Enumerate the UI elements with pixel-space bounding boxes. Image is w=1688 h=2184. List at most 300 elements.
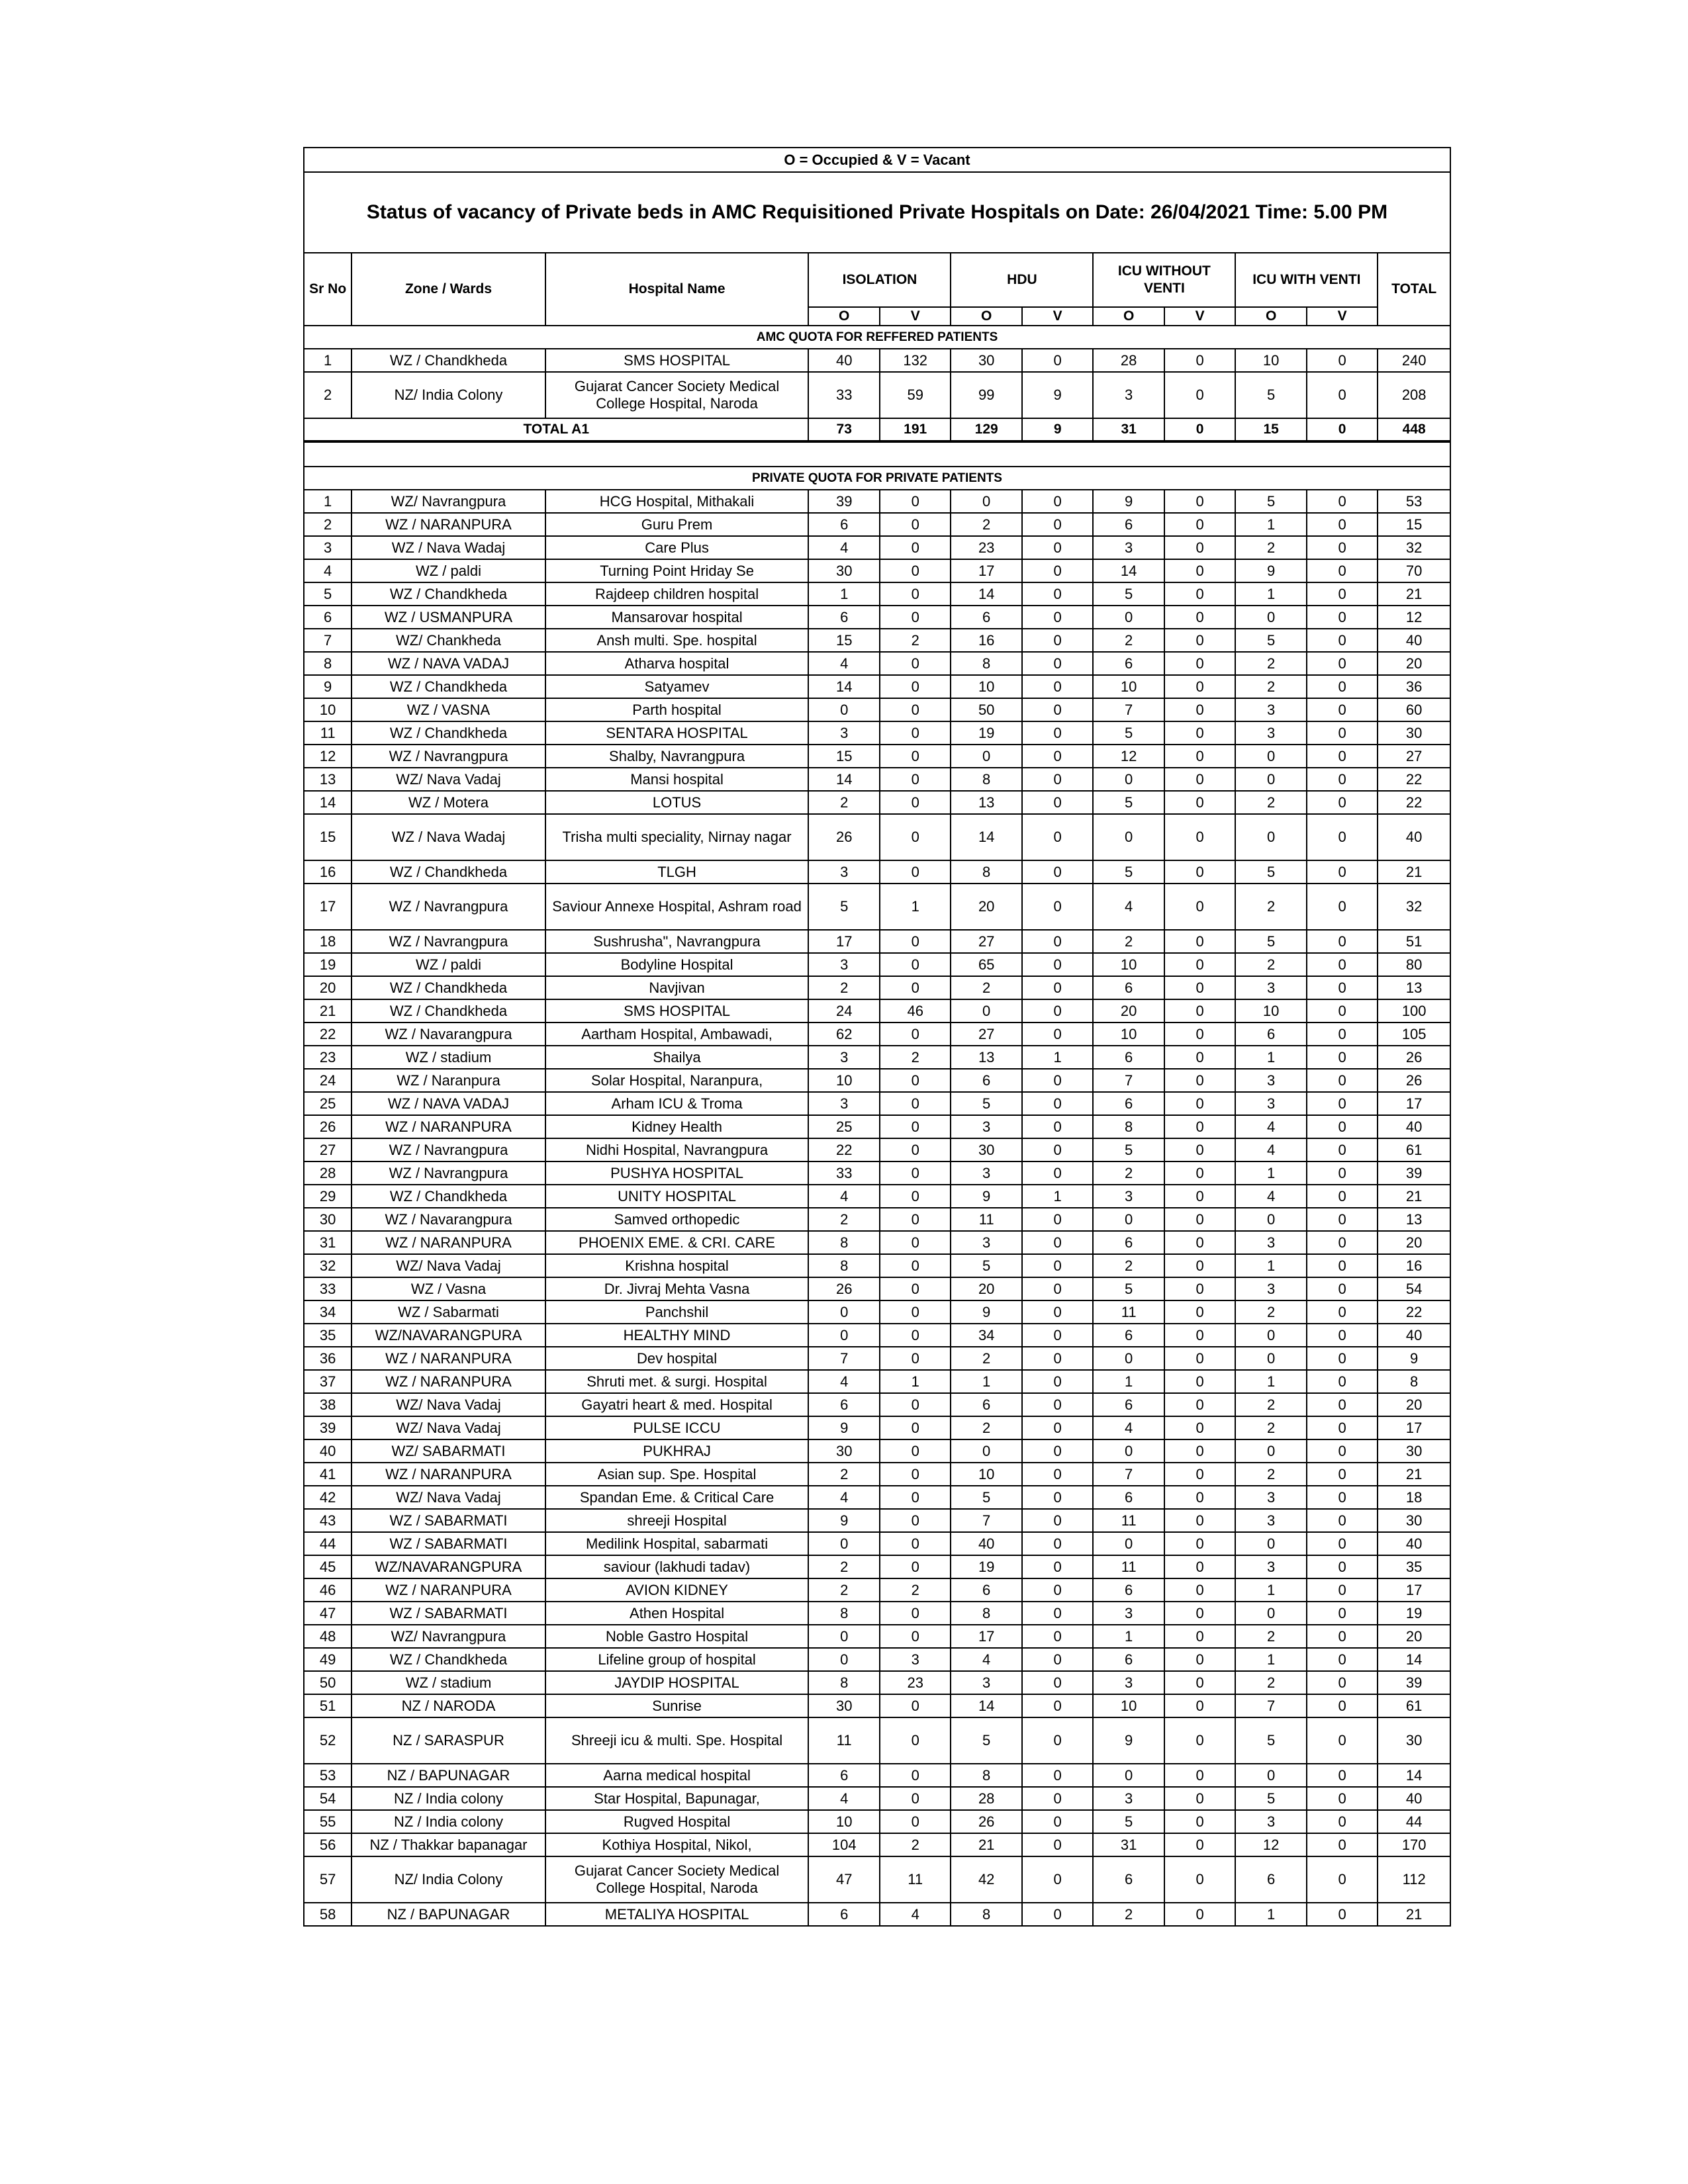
cell-zone: WZ/ Nava Vadaj — [352, 768, 545, 791]
total-row — [304, 418, 1450, 441]
cell-sr-no: 53 — [304, 1764, 352, 1787]
cell-isolation-o: 3 — [808, 953, 879, 976]
cell-icu-without-o: 7 — [1093, 1069, 1164, 1092]
cell-hospital: saviour (lakhudi tadav) — [545, 1555, 809, 1578]
cell-hdu-o: 2 — [951, 1416, 1021, 1439]
cell-isolation-o: 4 — [808, 1370, 879, 1393]
cell-hospital: Shruti met. & surgi. Hospital — [545, 1370, 809, 1393]
cell-icu-with-v: 0 — [1307, 698, 1378, 721]
cell-icu-with-v: 0 — [1307, 1694, 1378, 1717]
cell-icu-with-v: 0 — [1307, 721, 1378, 745]
cell-sr-no: 40 — [304, 1439, 352, 1463]
cell-hdu-v: 0 — [1022, 1277, 1093, 1300]
cell-icu-without-o: 6 — [1093, 1324, 1164, 1347]
cell-icu-without-v: 0 — [1164, 1115, 1235, 1138]
cell-icu-with-v: 0 — [1307, 930, 1378, 953]
cell-total: 22 — [1378, 1300, 1450, 1324]
cell-isolation-v: 0 — [880, 1810, 951, 1833]
cell-hdu-o: 19 — [951, 721, 1021, 745]
cell-total: 14 — [1378, 1648, 1450, 1671]
table-row — [304, 976, 1450, 999]
cell-hospital: Mansarovar hospital — [545, 606, 809, 629]
cell-isolation-o: 11 — [808, 1717, 879, 1764]
cell-hdu-o: 8 — [951, 652, 1021, 675]
cell-total: 60 — [1378, 698, 1450, 721]
cell-icu-with-v: 0 — [1307, 1370, 1378, 1393]
table-row — [304, 1277, 1450, 1300]
cell-sr-no: 49 — [304, 1648, 352, 1671]
cell-icu-with-v: 0 — [1307, 1115, 1378, 1138]
table-row — [304, 349, 1450, 372]
cell-icu-without-o: 6 — [1093, 513, 1164, 536]
cell-icu-without-o: 11 — [1093, 1300, 1164, 1324]
table-row — [304, 372, 1450, 418]
cell-hdu-o: 2 — [951, 1347, 1021, 1370]
table-row — [304, 1370, 1450, 1393]
cell-icu-with-o: 10 — [1235, 349, 1306, 372]
cell-hdu-o: 10 — [951, 1463, 1021, 1486]
cell-icu-without-o: 3 — [1093, 1671, 1164, 1694]
cell-hospital: PUKHRAJ — [545, 1439, 809, 1463]
cell-icu-without-v: 0 — [1164, 1069, 1235, 1092]
table-row — [304, 930, 1450, 953]
cell-icu-with-o: 3 — [1235, 1231, 1306, 1254]
cell-hospital: Shreeji icu & multi. Spe. Hospital — [545, 1717, 809, 1764]
cell-icu-without-v: 0 — [1164, 1347, 1235, 1370]
cell-hospital: HCG Hospital, Mithakali — [545, 490, 809, 513]
cell-icu-with-o: 2 — [1235, 791, 1306, 814]
cell-hdu-v: 0 — [1022, 1347, 1093, 1370]
cell-icu-with-o: 3 — [1235, 976, 1306, 999]
header-o: O — [1235, 307, 1306, 326]
total-value: 73 — [808, 418, 879, 441]
table-row — [304, 860, 1450, 884]
cell-icu-with-o: 3 — [1235, 1486, 1306, 1509]
cell-zone: WZ / Nava Wadaj — [352, 536, 545, 559]
cell-zone: NZ / SARASPUR — [352, 1717, 545, 1764]
cell-isolation-o: 47 — [808, 1856, 879, 1903]
cell-total: 21 — [1378, 860, 1450, 884]
cell-hdu-v: 0 — [1022, 1532, 1093, 1555]
table-row — [304, 1856, 1450, 1903]
table-row — [304, 1602, 1450, 1625]
cell-icu-without-o: 5 — [1093, 1277, 1164, 1300]
cell-icu-without-o: 10 — [1093, 1023, 1164, 1046]
cell-icu-with-v: 0 — [1307, 349, 1378, 372]
cell-hdu-v: 0 — [1022, 1463, 1093, 1486]
cell-icu-without-v: 0 — [1164, 1416, 1235, 1439]
cell-icu-without-o: 10 — [1093, 675, 1164, 698]
cell-icu-with-v: 0 — [1307, 1393, 1378, 1416]
cell-hdu-v: 0 — [1022, 1254, 1093, 1277]
cell-icu-without-o: 6 — [1093, 1092, 1164, 1115]
cell-icu-with-o: 1 — [1235, 1254, 1306, 1277]
cell-isolation-v: 0 — [880, 698, 951, 721]
cell-icu-without-v: 0 — [1164, 1161, 1235, 1185]
cell-sr-no: 44 — [304, 1532, 352, 1555]
table-row — [304, 1810, 1450, 1833]
cell-icu-without-o: 8 — [1093, 1115, 1164, 1138]
section-title-private: PRIVATE QUOTA FOR PRIVATE PATIENTS — [304, 467, 1450, 490]
cell-zone: NZ / BAPUNAGAR — [352, 1903, 545, 1926]
cell-hdu-o: 16 — [951, 629, 1021, 652]
header-v: V — [1307, 307, 1378, 326]
cell-hospital: Gujarat Cancer Society Medical College Hospital, Naroda — [545, 372, 809, 418]
cell-icu-without-o: 0 — [1093, 1347, 1164, 1370]
table-row — [304, 1671, 1450, 1694]
cell-icu-without-v: 0 — [1164, 1671, 1235, 1694]
cell-isolation-o: 2 — [808, 1208, 879, 1231]
cell-sr-no: 13 — [304, 768, 352, 791]
cell-icu-with-v: 0 — [1307, 582, 1378, 606]
cell-total: 21 — [1378, 1185, 1450, 1208]
cell-isolation-v: 0 — [880, 490, 951, 513]
cell-isolation-v: 0 — [880, 1347, 951, 1370]
cell-isolation-o: 3 — [808, 721, 879, 745]
cell-zone: WZ / Navrangpura — [352, 930, 545, 953]
cell-hdu-o: 26 — [951, 1810, 1021, 1833]
cell-hdu-o: 0 — [951, 1439, 1021, 1463]
table-row — [304, 629, 1450, 652]
cell-hospital: SENTARA HOSPITAL — [545, 721, 809, 745]
cell-hdu-o: 30 — [951, 1138, 1021, 1161]
cell-hospital: Gayatri heart & med. Hospital — [545, 1393, 809, 1416]
table-row — [304, 814, 1450, 860]
header-v: V — [1022, 307, 1093, 326]
cell-zone: WZ / Navarangpura — [352, 1023, 545, 1046]
cell-isolation-v: 0 — [880, 1138, 951, 1161]
table-row — [304, 791, 1450, 814]
cell-total: 9 — [1378, 1347, 1450, 1370]
cell-hdu-o: 0 — [951, 745, 1021, 768]
cell-hdu-v: 0 — [1022, 791, 1093, 814]
table-row — [304, 652, 1450, 675]
cell-hospital: Dr. Jivraj Mehta Vasna — [545, 1277, 809, 1300]
cell-isolation-o: 8 — [808, 1254, 879, 1277]
cell-hospital: METALIYA HOSPITAL — [545, 1903, 809, 1926]
cell-isolation-v: 0 — [880, 721, 951, 745]
cell-icu-with-v: 0 — [1307, 1231, 1378, 1254]
table-row — [304, 953, 1450, 976]
header-o: O — [1093, 307, 1164, 326]
cell-hdu-o: 6 — [951, 1069, 1021, 1092]
cell-isolation-v: 0 — [880, 559, 951, 582]
cell-icu-without-v: 0 — [1164, 745, 1235, 768]
cell-isolation-o: 6 — [808, 1764, 879, 1787]
cell-isolation-v: 0 — [880, 606, 951, 629]
table-row — [304, 1764, 1450, 1787]
cell-icu-with-o: 5 — [1235, 1717, 1306, 1764]
cell-hdu-o: 8 — [951, 1764, 1021, 1787]
cell-hdu-v: 0 — [1022, 582, 1093, 606]
cell-icu-with-o: 3 — [1235, 1810, 1306, 1833]
cell-hdu-v: 0 — [1022, 1810, 1093, 1833]
cell-hospital: Sushrusha", Navrangpura — [545, 930, 809, 953]
cell-zone: WZ / paldi — [352, 953, 545, 976]
cell-icu-without-o: 5 — [1093, 1138, 1164, 1161]
cell-isolation-o: 39 — [808, 490, 879, 513]
cell-sr-no: 48 — [304, 1625, 352, 1648]
cell-hdu-v: 0 — [1022, 1856, 1093, 1903]
cell-hdu-v: 0 — [1022, 698, 1093, 721]
cell-isolation-v: 0 — [880, 1555, 951, 1578]
cell-total: 112 — [1378, 1856, 1450, 1903]
cell-total: 20 — [1378, 1393, 1450, 1416]
cell-isolation-v: 0 — [880, 1161, 951, 1185]
cell-icu-without-v: 0 — [1164, 1578, 1235, 1602]
cell-hospital: Asian sup. Spe. Hospital — [545, 1463, 809, 1486]
cell-hospital: Spandan Eme. & Critical Care — [545, 1486, 809, 1509]
cell-total: 30 — [1378, 1439, 1450, 1463]
cell-icu-without-v: 0 — [1164, 814, 1235, 860]
cell-sr-no: 47 — [304, 1602, 352, 1625]
cell-icu-without-o: 3 — [1093, 536, 1164, 559]
cell-icu-without-v: 0 — [1164, 1463, 1235, 1486]
cell-hdu-v: 0 — [1022, 606, 1093, 629]
cell-isolation-o: 0 — [808, 698, 879, 721]
cell-icu-with-v: 0 — [1307, 1717, 1378, 1764]
cell-icu-without-v: 0 — [1164, 1092, 1235, 1115]
table-row — [304, 1254, 1450, 1277]
cell-icu-with-o: 0 — [1235, 1602, 1306, 1625]
table-row — [304, 1648, 1450, 1671]
cell-hdu-v: 1 — [1022, 1046, 1093, 1069]
cell-icu-without-o: 12 — [1093, 745, 1164, 768]
cell-hdu-v: 0 — [1022, 1833, 1093, 1856]
cell-hdu-v: 0 — [1022, 1602, 1093, 1625]
cell-hdu-o: 13 — [951, 1046, 1021, 1069]
cell-total: 100 — [1378, 999, 1450, 1023]
cell-icu-without-v: 0 — [1164, 1300, 1235, 1324]
cell-isolation-v: 23 — [880, 1671, 951, 1694]
cell-sr-no: 1 — [304, 349, 352, 372]
cell-hdu-v: 0 — [1022, 1903, 1093, 1926]
cell-icu-with-o: 5 — [1235, 860, 1306, 884]
cell-icu-with-o: 2 — [1235, 536, 1306, 559]
cell-hdu-o: 30 — [951, 349, 1021, 372]
cell-icu-with-o: 2 — [1235, 1393, 1306, 1416]
cell-sr-no: 2 — [304, 372, 352, 418]
cell-icu-with-v: 0 — [1307, 1161, 1378, 1185]
cell-icu-with-v: 0 — [1307, 1208, 1378, 1231]
cell-icu-with-v: 0 — [1307, 1069, 1378, 1092]
cell-icu-without-o: 4 — [1093, 1416, 1164, 1439]
spacer-cell — [304, 441, 1450, 467]
cell-hdu-v: 0 — [1022, 559, 1093, 582]
cell-icu-without-v: 0 — [1164, 1602, 1235, 1625]
cell-hdu-o: 5 — [951, 1486, 1021, 1509]
cell-hdu-o: 27 — [951, 1023, 1021, 1046]
header-hospital: Hospital Name — [545, 253, 809, 326]
cell-icu-with-o: 2 — [1235, 1300, 1306, 1324]
cell-isolation-o: 14 — [808, 768, 879, 791]
cell-sr-no: 4 — [304, 559, 352, 582]
cell-icu-without-o: 5 — [1093, 860, 1164, 884]
cell-icu-without-v: 0 — [1164, 606, 1235, 629]
cell-isolation-v: 3 — [880, 1648, 951, 1671]
cell-hospital: Parth hospital — [545, 698, 809, 721]
cell-sr-no: 41 — [304, 1463, 352, 1486]
cell-isolation-v: 0 — [880, 1439, 951, 1463]
cell-isolation-v: 4 — [880, 1903, 951, 1926]
total-value: 0 — [1164, 418, 1235, 441]
table-row — [304, 1185, 1450, 1208]
cell-isolation-v: 2 — [880, 1578, 951, 1602]
cell-zone: WZ / Chandkheda — [352, 675, 545, 698]
cell-total: 19 — [1378, 1602, 1450, 1625]
table-row — [304, 1393, 1450, 1416]
cell-icu-with-v: 0 — [1307, 1764, 1378, 1787]
cell-zone: WZ / NARANPURA — [352, 1578, 545, 1602]
cell-hdu-v: 0 — [1022, 1509, 1093, 1532]
cell-icu-with-o: 10 — [1235, 999, 1306, 1023]
table-row — [304, 1347, 1450, 1370]
cell-zone: WZ / VASNA — [352, 698, 545, 721]
cell-hdu-o: 14 — [951, 1694, 1021, 1717]
cell-total: 13 — [1378, 1208, 1450, 1231]
cell-hdu-o: 42 — [951, 1856, 1021, 1903]
cell-isolation-o: 2 — [808, 1463, 879, 1486]
cell-icu-without-o: 5 — [1093, 791, 1164, 814]
cell-total: 8 — [1378, 1370, 1450, 1393]
cell-zone: WZ / NARANPURA — [352, 1115, 545, 1138]
cell-icu-with-o: 1 — [1235, 1903, 1306, 1926]
cell-isolation-o: 0 — [808, 1625, 879, 1648]
cell-icu-with-o: 7 — [1235, 1694, 1306, 1717]
cell-isolation-v: 2 — [880, 1046, 951, 1069]
cell-sr-no: 3 — [304, 536, 352, 559]
cell-hdu-v: 0 — [1022, 490, 1093, 513]
cell-hdu-v: 0 — [1022, 513, 1093, 536]
cell-icu-without-v: 0 — [1164, 860, 1235, 884]
cell-icu-with-o: 4 — [1235, 1185, 1306, 1208]
cell-icu-without-v: 0 — [1164, 372, 1235, 418]
header-hdu: HDU — [951, 253, 1093, 307]
cell-isolation-v: 0 — [880, 860, 951, 884]
cell-total: 17 — [1378, 1578, 1450, 1602]
table-row — [304, 1717, 1450, 1764]
cell-isolation-o: 0 — [808, 1300, 879, 1324]
cell-sr-no: 12 — [304, 745, 352, 768]
cell-total: 170 — [1378, 1833, 1450, 1856]
cell-isolation-o: 1 — [808, 582, 879, 606]
cell-icu-with-v: 0 — [1307, 1787, 1378, 1810]
cell-hospital: Sunrise — [545, 1694, 809, 1717]
cell-icu-without-o: 3 — [1093, 1787, 1164, 1810]
cell-icu-without-o: 4 — [1093, 884, 1164, 930]
cell-icu-without-v: 0 — [1164, 1787, 1235, 1810]
cell-icu-with-v: 0 — [1307, 1903, 1378, 1926]
table-row — [304, 1069, 1450, 1092]
cell-hdu-o: 14 — [951, 582, 1021, 606]
cell-icu-without-v: 0 — [1164, 976, 1235, 999]
cell-total: 12 — [1378, 606, 1450, 629]
cell-hdu-o: 3 — [951, 1161, 1021, 1185]
header-sr-no: Sr No — [304, 253, 352, 326]
cell-icu-with-o: 4 — [1235, 1138, 1306, 1161]
cell-hdu-o: 2 — [951, 976, 1021, 999]
table-row — [304, 1138, 1450, 1161]
table-row — [304, 1115, 1450, 1138]
cell-icu-with-o: 2 — [1235, 1416, 1306, 1439]
cell-isolation-v: 0 — [880, 1509, 951, 1532]
cell-icu-without-v: 0 — [1164, 953, 1235, 976]
table-row — [304, 1903, 1450, 1926]
header-total: TOTAL — [1378, 253, 1450, 326]
cell-icu-with-o: 5 — [1235, 490, 1306, 513]
cell-zone: WZ / Vasna — [352, 1277, 545, 1300]
table-row — [304, 1486, 1450, 1509]
cell-zone: WZ / NARANPURA — [352, 513, 545, 536]
cell-icu-without-o: 6 — [1093, 1856, 1164, 1903]
cell-total: 22 — [1378, 768, 1450, 791]
cell-hdu-o: 17 — [951, 1625, 1021, 1648]
table-row — [304, 1463, 1450, 1486]
cell-zone: WZ / Chandkheda — [352, 721, 545, 745]
cell-icu-with-v: 0 — [1307, 814, 1378, 860]
cell-zone: NZ / NARODA — [352, 1694, 545, 1717]
table-row — [304, 559, 1450, 582]
cell-sr-no: 58 — [304, 1903, 352, 1926]
cell-icu-with-v: 0 — [1307, 1671, 1378, 1694]
cell-icu-with-o: 5 — [1235, 1787, 1306, 1810]
cell-sr-no: 24 — [304, 1069, 352, 1092]
cell-zone: WZ / NARANPURA — [352, 1463, 545, 1486]
cell-icu-with-v: 0 — [1307, 1185, 1378, 1208]
cell-hdu-o: 9 — [951, 1185, 1021, 1208]
cell-isolation-v: 0 — [880, 1231, 951, 1254]
cell-icu-with-o: 3 — [1235, 1092, 1306, 1115]
cell-hospital: Nidhi Hospital, Navrangpura — [545, 1138, 809, 1161]
cell-icu-with-o: 6 — [1235, 1856, 1306, 1903]
cell-hospital: Shalby, Navrangpura — [545, 745, 809, 768]
cell-icu-with-v: 0 — [1307, 1810, 1378, 1833]
cell-isolation-v: 0 — [880, 1300, 951, 1324]
cell-hdu-o: 6 — [951, 606, 1021, 629]
cell-hospital: Trisha multi speciality, Nirnay nagar — [545, 814, 809, 860]
cell-sr-no: 34 — [304, 1300, 352, 1324]
cell-icu-without-o: 1 — [1093, 1370, 1164, 1393]
cell-hdu-v: 0 — [1022, 1208, 1093, 1231]
cell-hdu-v: 0 — [1022, 1300, 1093, 1324]
cell-zone: WZ/ Chankheda — [352, 629, 545, 652]
cell-icu-with-v: 0 — [1307, 536, 1378, 559]
cell-hospital: Shailya — [545, 1046, 809, 1069]
cell-zone: WZ/ Navrangpura — [352, 490, 545, 513]
cell-isolation-v: 0 — [880, 1602, 951, 1625]
total-value: 191 — [880, 418, 951, 441]
cell-hdu-o: 8 — [951, 1602, 1021, 1625]
cell-hdu-o: 21 — [951, 1833, 1021, 1856]
cell-hdu-v: 0 — [1022, 1416, 1093, 1439]
cell-icu-without-o: 5 — [1093, 721, 1164, 745]
table-row — [304, 1046, 1450, 1069]
cell-icu-without-o: 1 — [1093, 1625, 1164, 1648]
total-label: TOTAL A1 — [304, 418, 808, 441]
table-row — [304, 1439, 1450, 1463]
cell-icu-with-o: 0 — [1235, 814, 1306, 860]
cell-icu-without-v: 0 — [1164, 1648, 1235, 1671]
cell-sr-no: 36 — [304, 1347, 352, 1370]
cell-isolation-o: 5 — [808, 884, 879, 930]
cell-isolation-v: 2 — [880, 1833, 951, 1856]
cell-isolation-v: 46 — [880, 999, 951, 1023]
cell-icu-with-o: 2 — [1235, 884, 1306, 930]
cell-total: 40 — [1378, 1532, 1450, 1555]
table-row — [304, 536, 1450, 559]
cell-icu-without-v: 0 — [1164, 1532, 1235, 1555]
cell-zone: WZ / NAVA VADAJ — [352, 1092, 545, 1115]
